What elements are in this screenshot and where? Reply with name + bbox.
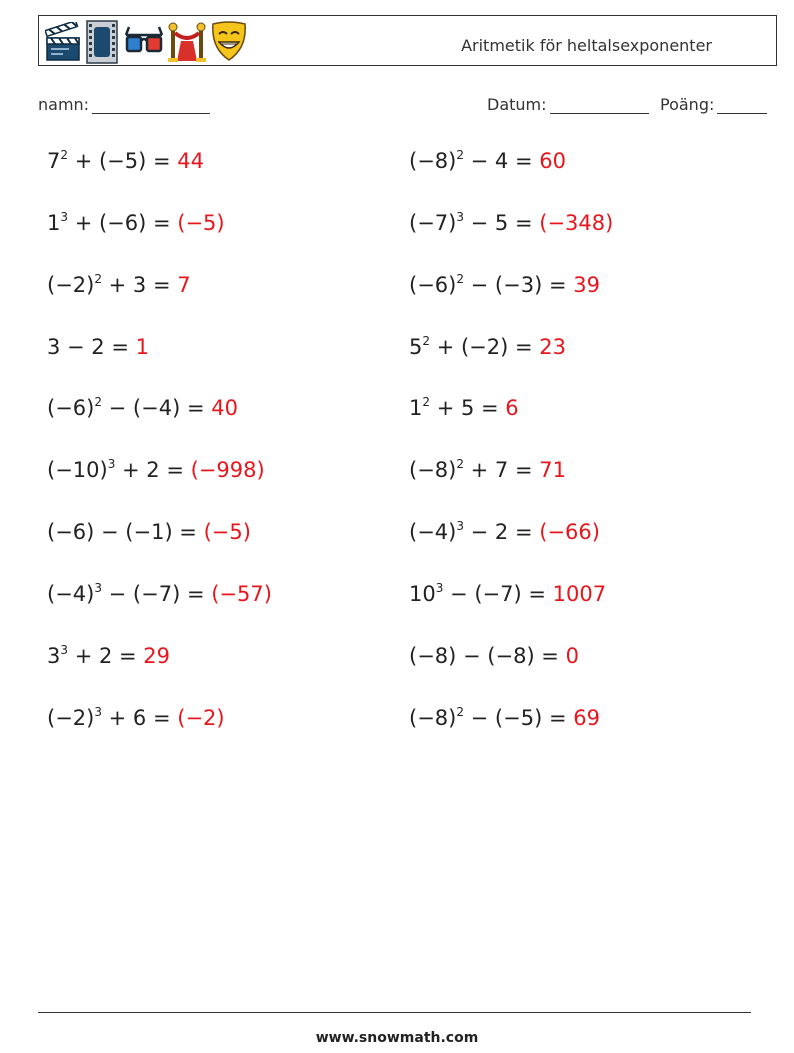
film-frame-icon (83, 20, 121, 64)
problem-13: (−6) − (−1) = (−5) (47, 520, 251, 544)
answer: (−5) (203, 520, 251, 544)
answer: (−998) (190, 458, 265, 482)
problem-6: $(-6)^2 - (-3) = 39$ (409, 272, 600, 297)
problem-20: $(-8)^2 - (-5) = 69$ (409, 705, 600, 730)
answer: 29 (143, 644, 171, 668)
worksheet-title: Aritmetik för heltalsexponenter (461, 36, 712, 55)
clapperboard-icon (45, 22, 81, 62)
problem-17: $3^3 + 2 = 29$ (47, 643, 171, 668)
problem-3: $1^3 + (-6) = (-5)$ (47, 210, 225, 235)
problem-15: $(-4)^3 - (-7) = (-57)$ (47, 581, 272, 606)
answer: 40 (211, 396, 238, 420)
name-blank-line[interactable] (92, 97, 210, 114)
problem-8: $5^2 + (-2) = 23$ (409, 334, 566, 359)
problem-14: $(-4)^3 - 2 = (-66)$ (409, 519, 600, 544)
date-blank-line[interactable] (550, 97, 649, 114)
problem-2: $(-8)^2 - 4 = 60$ (409, 148, 566, 173)
problem-1: $7^2 + (-5) = 44$ (47, 148, 204, 173)
answer: 0 (565, 644, 579, 668)
date-field[interactable] (487, 95, 649, 114)
problem-12: $(-8)^2 + 7 = 71$ (409, 457, 566, 482)
problem-10: $1^2 + 5 = 6$ (409, 395, 519, 420)
header-icons (45, 20, 251, 64)
problem-19: $(-2)^3 + 6 = (-2)$ (47, 705, 225, 730)
name-label: namn: (38, 95, 90, 114)
problem-4: $(-7)^3 - 5 = (-348)$ (409, 210, 614, 235)
answer: (−66) (539, 520, 600, 544)
answer: 69 (573, 706, 600, 730)
footer-website: www.snowmath.com (315, 1030, 479, 1046)
score-blank-line[interactable] (717, 97, 767, 114)
score-field[interactable] (660, 95, 767, 114)
answer: (−57) (211, 582, 272, 606)
answer: 6 (505, 396, 519, 420)
answer: 39 (573, 273, 600, 297)
theater-mask-icon (209, 20, 249, 64)
date-label: Datum: (487, 95, 547, 114)
answer: 60 (539, 149, 566, 173)
3d-glasses-icon (123, 25, 165, 59)
answer: (−348) (539, 211, 614, 235)
answer: 23 (539, 335, 566, 359)
answer: 7 (177, 273, 191, 297)
worksheet-header (38, 15, 777, 66)
answer: 44 (177, 149, 204, 173)
answer: 1007 (552, 582, 607, 606)
answer: (−5) (177, 211, 225, 235)
answer: (−2) (177, 706, 225, 730)
answer: 1 (135, 335, 149, 359)
problem-5: $(-2)^2 + 3 = 7$ (47, 272, 191, 297)
name-field[interactable] (38, 95, 210, 114)
answer: 71 (539, 458, 566, 482)
footer-divider (38, 1012, 751, 1013)
red-carpet-stanchion-icon (167, 21, 207, 63)
problem-9: $(-6)^2 - (-4) = 40$ (47, 395, 238, 420)
problem-11: $(-10)^3 + 2 = (-998)$ (47, 457, 265, 482)
problem-18: (−8) − (−8) = 0 (409, 644, 579, 668)
problem-7: 3 − 2 = 1 (47, 335, 149, 359)
score-label: Poäng: (660, 95, 715, 114)
problem-16: $10^3 - (-7) = 1007$ (409, 581, 607, 606)
